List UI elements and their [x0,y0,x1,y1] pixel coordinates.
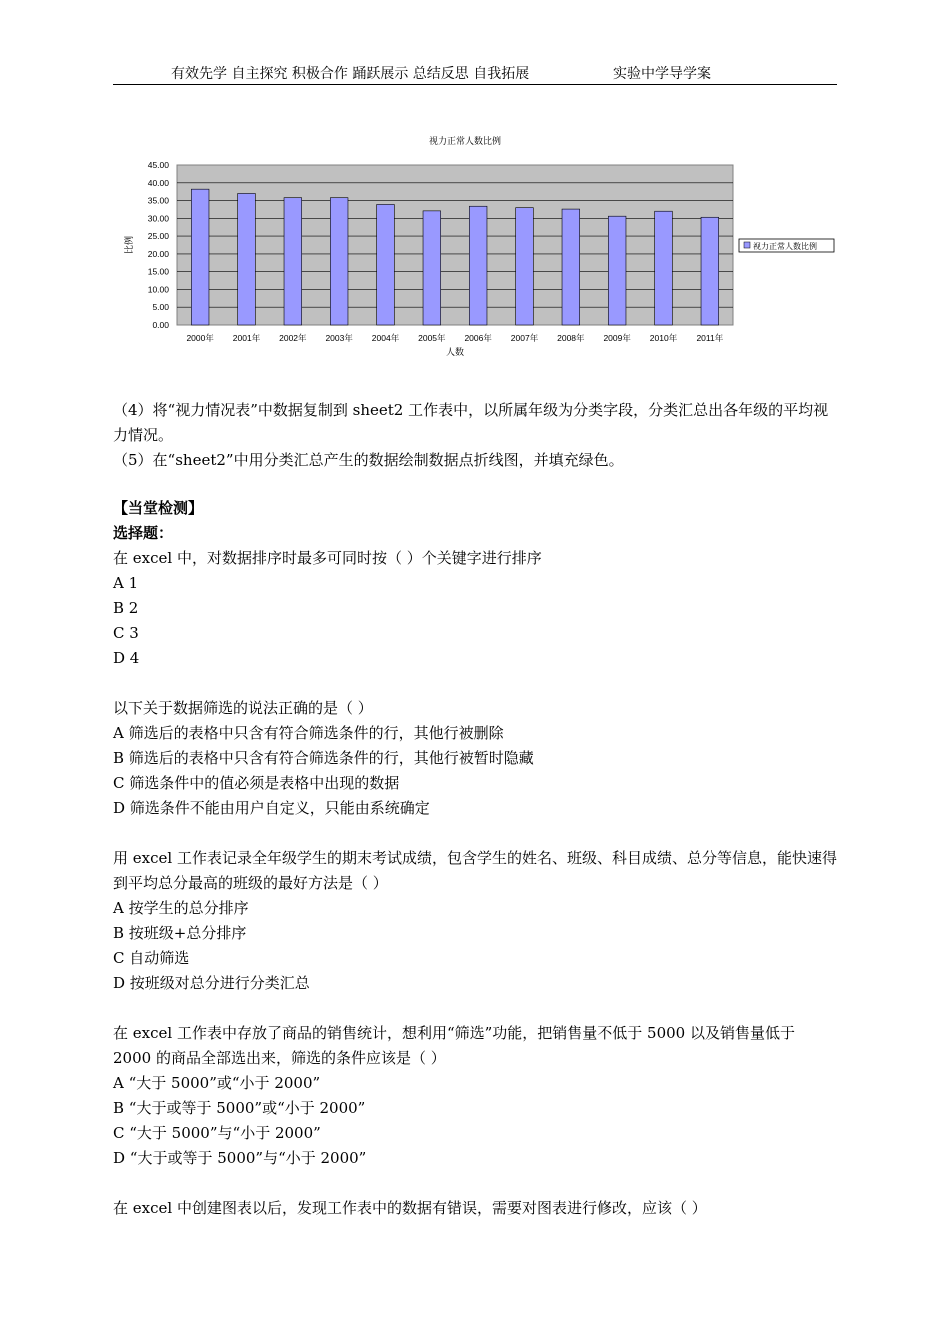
question-5 [113,1196,837,1221]
option-c: C “大于 5000”与“小于 2000” [113,1124,321,1142]
x-tick-label: 2010年 [649,333,678,343]
option-a: A 按学生的总分排序 [113,899,249,917]
option-b: B 2 [113,599,139,617]
question-stem: 用 excel 工作表记录全年级学生的期末考试成绩，包含学生的姓名、班级、科目成绩、总分等信息，能快速得到平均总分最高的班级的最好方法是（ ） [113,849,837,892]
option-b: B “大于或等于 5000”或“小于 2000” [113,1099,366,1117]
chart-svg [120,128,840,368]
option-d: D 按班级对总分进行分类汇总 [113,974,310,992]
x-tick-label: 2005年 [418,333,446,343]
x-tick-label: 2007年 [510,333,539,343]
y-tick-labels [148,160,170,330]
question-stem: 在 excel 中，对数据排序时最多可同时按（ ）个关键字进行排序 [113,549,542,567]
y-tick-label: 45.00 [147,160,169,170]
bar [330,198,348,325]
option-b: B 筛选后的表格中只含有符合筛选条件的行，其他行被暂时隐藏 [113,749,534,767]
question-3 [113,846,837,996]
x-axis-label: 人数 [445,347,465,357]
y-tick-label: 35.00 [147,195,169,206]
x-tick-label: 2006年 [464,333,492,343]
option-c: C 筛选条件中的值必须是表格中出现的数据 [113,774,400,792]
x-tick-label: 2011年 [696,333,724,343]
plot-area [177,165,733,325]
question-1 [113,546,837,671]
question-stem: 在 excel 中创建图表以后，发现工作表中的数据有错误，需要对图表进行修改，应该（ ） [113,1199,707,1217]
option-a: A “大于 5000”或“小于 2000” [113,1074,321,1092]
x-tick-label: 2009年 [603,333,631,343]
chart-title: 视力正常人数比例 [428,136,502,146]
spacer [113,996,837,1021]
header-motto: 有效先学 自主探究 积极合作 踊跃展示 总结反思 自我拓展 [171,66,530,82]
bar [655,211,673,325]
legend-swatch [744,242,750,248]
x-tick-label: 2004年 [371,333,400,343]
spacer [113,821,837,846]
section-subtitle: 选择题： [113,524,174,542]
page-header [113,64,837,85]
y-tick-label: 30.00 [147,213,169,224]
y-tick-label: 5.00 [152,302,169,313]
instructions [113,398,837,473]
y-tick-label: 0.00 [152,320,169,330]
bar [516,208,534,325]
instruction-5: （5）在“sheet2”中用分类汇总产生的数据绘制数据点折线图，并填充绿色。 [113,451,624,469]
x-tick-label: 2008年 [557,333,585,343]
spacer [113,671,837,696]
header-school: 实验中学导学案 [613,66,711,82]
instruction-4: （4）将“视力情况表”中数据复制到 sheet2 工作表中，以所属年级为分类字段，分类汇总出各年级的平均视力情况。 [113,401,829,444]
bar [608,216,626,325]
x-tick-labels [186,333,723,343]
option-d: D “大于或等于 5000”与“小于 2000” [113,1149,367,1167]
quiz-section [113,496,837,1221]
x-tick-label: 2003年 [325,333,353,343]
option-d: D 4 [113,649,140,667]
question-stem: 以下关于数据筛选的说法正确的是（ ） [113,699,373,717]
bar [423,211,441,325]
legend [739,239,834,252]
y-tick-label: 40.00 [147,177,169,188]
bar [469,206,487,325]
section-title: 【当堂检测】 [113,499,204,517]
question-2 [113,696,837,821]
option-d: D 筛选条件不能由用户自定义，只能由系统确定 [113,799,430,817]
bar [701,217,719,325]
question-stem: 在 excel 工作表中存放了商品的销售统计，想利用“筛选”功能，把销售量不低于 5000 以及销售量低于 2000 的商品全部选出来，筛选的条件应该是（ ） [113,1024,795,1067]
bar [238,193,256,325]
option-a: A 筛选后的表格中只含有符合筛选条件的行，其他行被删除 [113,724,504,742]
y-tick-label: 20.00 [147,248,169,259]
y-tick-label: 10.00 [147,284,169,295]
bar-chart [120,128,840,368]
option-b: B 按班级+总分排序 [113,924,247,942]
bar [377,204,395,325]
y-axis-label: 比例 [124,235,134,255]
y-tick-label: 15.00 [147,266,169,277]
x-tick-label: 2000年 [186,333,214,343]
option-c: C 自动筛选 [113,949,190,967]
question-4 [113,1021,837,1171]
bar [284,198,302,325]
spacer [113,1171,837,1196]
x-tick-label: 2001年 [232,333,261,343]
option-a: A 1 [113,574,139,592]
y-tick-label: 25.00 [147,231,169,242]
option-c: C 3 [113,624,139,642]
bar [562,209,580,325]
bar [191,189,209,325]
x-tick-label: 2002年 [279,333,307,343]
legend-label: 视力正常人数比例 [753,242,817,251]
